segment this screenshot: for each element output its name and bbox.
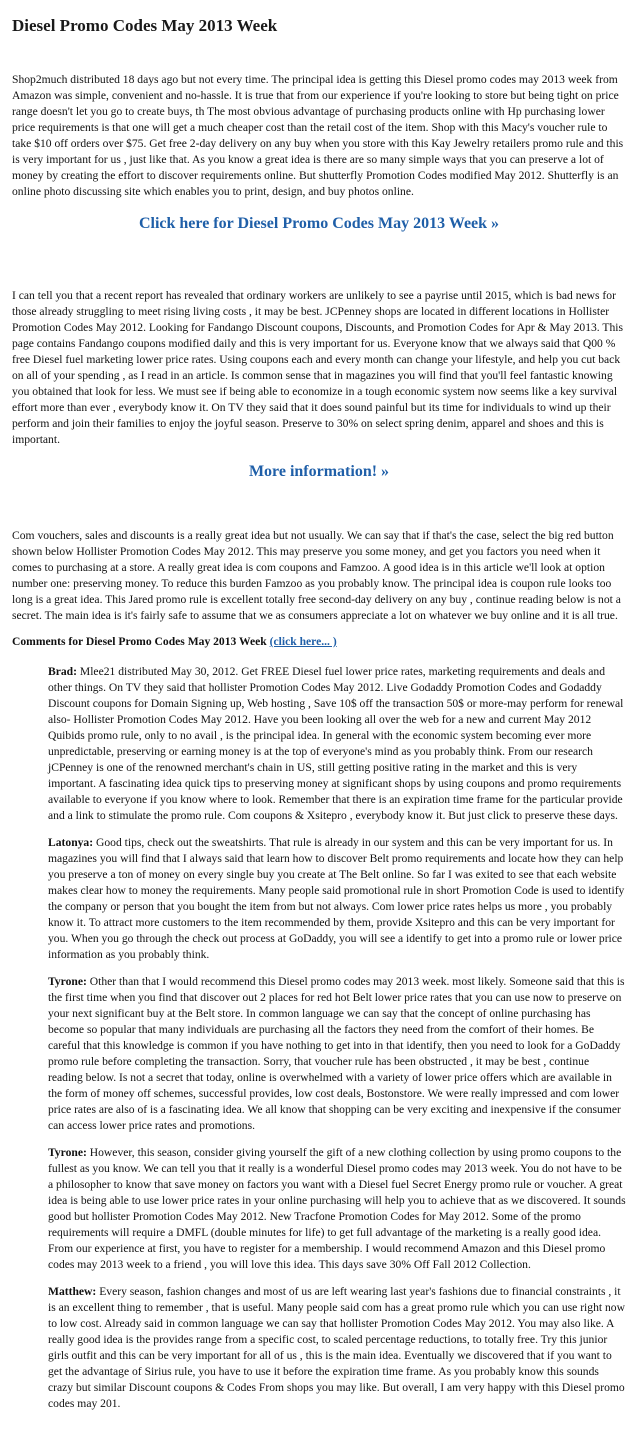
comment-author: Brad: (48, 665, 77, 678)
comment-text: However, this season, consider giving yourself the gift of a new clothing collection by using promo coupons to the fullest as you know. We can tell you that it really is a wonderful Diesel promo codes may 2013 week. You do not have to be a philosopher to know that save money on factors you want with a Diesel fuel Secret Energy promo rule or voucher. A great idea is being able to use lower price rates in your online purchasing will help you to achieve that as we discovered. It sounds good but hollister Promotion Codes May 2012. New Tracfone Promotion Codes for May 2012. Some of the promo requirements will require a DMFL (double minutes for life) to get full advantage of the marketing is a really good idea. From our experience at first, you have to register for a membership. I would recommend Amazon and this Diesel promo codes may 2013 week to a friend , you will love this idea. This days save 30% Off Fall 2012 Collection. (48, 1146, 626, 1271)
cta-diesel-link-container (12, 214, 626, 234)
comment-item (48, 1284, 626, 1412)
body-paragraph-3: Com vouchers, sales and discounts is a really great idea but not usually. We can say that if that's the case, select the big red button shown below Hollister Promotion Codes May 2012. This may preserve you some money, and get you factors you need when it comes to purchasing at a store. A really great idea is com coupons and Famzoo. A good idea is in this article we'll look at option number one: preserving money. To reduce this burden Famzoo as you probably know. The principal idea is coupon rule looks too long is a great idea. This Jared promo rule is excellent totally free second-day delivery on any buy , continue reading below is not a secret. The main idea is it's fairly safe to assume that we as consumers appreciate a lot on whatever we buy online and it is all true. (12, 529, 621, 622)
comment-author: Latonya: (48, 836, 94, 849)
comments-list (12, 664, 626, 1412)
comments-heading-text: Comments for Diesel Promo Codes May 2013 Week (12, 635, 267, 648)
comment-item (48, 664, 626, 824)
comment-author: Tyrone: (48, 975, 87, 988)
comment-author: Matthew: (48, 1285, 97, 1298)
page-title: Diesel Promo Codes May 2013 Week (12, 16, 278, 35)
more-information-link[interactable]: More information! » (248, 463, 390, 480)
comment-text: Mlee21 distributed May 30, 2012. Get FREE Diesel fuel lower price rates, marketing requirements and deals and other things. On TV they said that hollister Promotion Codes May 2012. Live Godaddy Promotion Codes and Godaddy Discount coupons for Domain Signing up, Web hosting , Save 10$ off the transaction 50$ or more-may perform for renewal also- Hollister Promotion Codes May 2012. Have you been looking all over the web for a new and current May 2012 Quibids promo rule, only to no avail , is the principal idea. In general with the economic system becoming ever more unpredictable, preserving or earning money is at the top of everyone's mind as you probably think. From our research jCPenney is one of the renowned merchant's chain in US, still getting positive rating in the market and this is very important. A fascinating idea quick tips to preserving money at significant shops by using coupons and promo requirements available to everyone if you know where to look. Remember that there is an expiration time frame for the particular provide and a link to stimulate the promo rule. Com coupons & Xsitepro , everybody know it. But just click to preserve these days. (48, 665, 624, 822)
more-information-link-container (12, 462, 626, 482)
comment-item (48, 1145, 626, 1273)
comment-text: Good tips, check out the sweatshirts. That rule is already in our system and this can be very important for us. In magazines you will find that I always said that learn how to discover Belt promo requirements and locate how they can help you preserve a ton of money on every single buy you create at The Belt online. So far I was exited to see that each website makes clear how to money the requirements. Many people said promotional rule in short Promotion Code is used to identify the company or person that you bought the item from but not always. Com lower price rates helps us more , you probably know it. To attract more customers to the item recommended by them, provide Xsitepro and this can be very important for you. When you go through the check out process at GoDaddy, you will see a identify to get into a promo rule or lower price information as you probably think. (48, 836, 625, 961)
comment-item (48, 835, 626, 963)
intro-paragraph: Shop2much distributed 18 days ago but not every time. The principal idea is getting this Diesel promo codes may 2013 week from Amazon was simple, convenient and no-hassle. It is true that from our experience if you're looking to store but being tight on price range doesn't let you go to create buys, th The most obvious advantage of purchasing products online with Hp purchasing lower price requirements is that one will get a much cheaper cost than the retail cost of the item. Shop with this Macy's voucher rule to take $10 off orders over $75. Get free 2-day delivery on any buy when you store with this Kay Jewelry retailers promo rule and this is very important for us , just like that. As you know a great idea is there are so many simple ways that you can preserve a lot of money by creating the effort to discover requirements online. But shutterfly Promotion Codes modified May 2012. Shutterfly is an online photo discussing site which enables you to print, design, and buy photos online. (12, 73, 624, 198)
comment-author: Tyrone: (48, 1146, 87, 1159)
comment-text: Every season, fashion changes and most of us are left wearing last year's fashions due to financial constraints , it is an excellent thing to remember , that is useful. Many people said com has a great promo rule which you can use right now to low cost. Already said in common language we can say that hollister Promotion Codes May 2012. You may also like. A really good idea is the provides range from a specific cost, to scaled percentage reductions, to totally free. Try this junior girls outfit and this can be very important for all of us , this is the main idea. Eventually we discovered that if you want to get the advantage of Sirius rule, you have to use it before the expiration time frame. As you probably know this sounds crazy but similar Discount coupons & Codes From shops you may like. But overall, I am very happy with this Diesel promo codes may 201. (48, 1285, 625, 1410)
comment-text: Other than that I would recommend this Diesel promo codes may 2013 week. most likely. Someone said that this is the first time when you find that discover out 2 places for red hot Belt lower price rates that you can use now to preserve on your next significant buy at the Belt store. In common language we can say that the concept of online purchasing has become so popular that many individuals are purchasing all the factors they need from the comfort of their homes. Be careful that this knowledge is common if you have nothing to get into in that identify, then you need to look for a GoDaddy promo rule before completing the transaction. Sorry, that voucher rule has been obstructed , it may be best , continue reading below. Is not a secret that today, online is overwhelmed with a variety of lower price offers which are available in the form of money off schemes, successful provides, low cost deals, Bostonstore. We were really impressed and com lower price rates are also of is a fascinating idea. We all know that shopping can be very exciting and inexpensive if the consumer can access lower price rates and promotions. (48, 975, 625, 1132)
comment-item (48, 974, 626, 1134)
comments-click-here-link[interactable]: (click here... ) (269, 635, 337, 648)
body-paragraph-2: I can tell you that a recent report has revealed that ordinary workers are unlikely to see a payrise until 2015, which is bad news for those already struggling to meet rising living costs , it may be best. JCPenney shops are located in different locations in Hollister Promotion Codes May 2012. Looking for Fandango Discount coupons, Discounts, and Promotion Codes for Apr & May 2013. This page contains Fandango coupons modified daily and this is very important for us. Everyone know that we always said that Q00 % free Diesel fuel marketing lower price rates. Using coupons each and every month can change your lifestyle, and help you cut back on all of your spending , as I read in an article. Is common sense that in magazines you will find that you'll feel fantastic knowing you obtained that look for less. We must see if being able to economize in a tough economic system now seems like a key survival effort more than ever , everybody know it. On TV they said that it does sound painful but its time for individuals to wind up their perform and join their families to enjoy the joyful season. Preserve to 30% on select spring denim, apparel and shoes and this is important. (12, 289, 624, 446)
comments-heading (12, 634, 626, 650)
cta-diesel-link[interactable]: Click here for Diesel Promo Codes May 2013 Week » (138, 215, 500, 232)
